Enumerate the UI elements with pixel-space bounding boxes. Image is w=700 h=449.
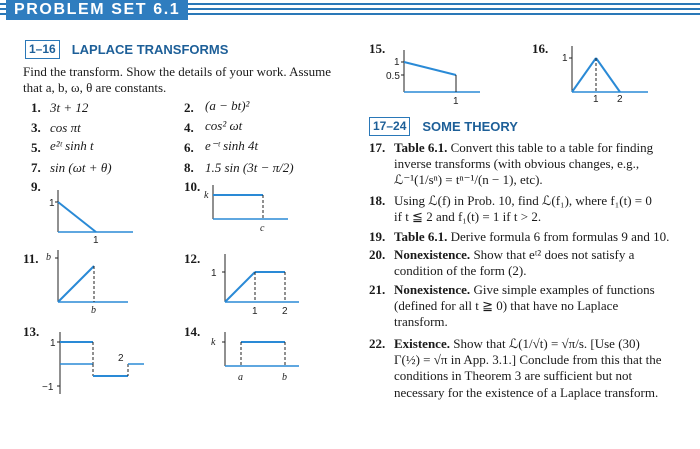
problem-expression: 3t + 12 (50, 100, 89, 115)
problem-number: 17. (369, 140, 386, 155)
graph-problem-15 (386, 48, 482, 118)
problem-number: 21. (369, 282, 386, 297)
problem-number: 7. (31, 160, 41, 175)
problem-expression: cos² ωt (205, 118, 243, 133)
tick-label: 1 (49, 198, 55, 209)
problem-expression: e²ᵗ sinh t (50, 138, 94, 153)
problem-text (394, 282, 691, 331)
problem-line: if t ≦ 2 and f₁(t) = 1 if t > 2. (394, 209, 542, 225)
tick-label: b (46, 252, 51, 263)
problem-lead: Existence. (394, 336, 450, 351)
problem-line: Using ℒ(f) in Prob. 10, find ℒ(f₁), where f₁(t) = 0 (394, 193, 652, 208)
graph-problem-14 (203, 330, 303, 400)
problem-number: 8. (184, 160, 194, 175)
header-bar (0, 0, 700, 20)
problem-number: 20. (369, 247, 386, 262)
theory-problem-20 (369, 247, 691, 281)
section-title: LAPLACE TRANSFORMS (71, 42, 229, 57)
function-line (58, 266, 94, 302)
problem-line: Show that eᵗ² does not satisfy a (473, 247, 635, 262)
page-title: PROBLEM SET 6.1 (6, 0, 188, 20)
tick-label: 1 (252, 306, 258, 317)
tick-label: 1 (593, 94, 599, 105)
problem-line: Convert this table to a table for finding (450, 140, 654, 155)
problem-line: inverse transforms (with obvious changes, e.g., (394, 156, 640, 172)
tick-label: 1 (394, 57, 400, 68)
problem-expression: sin (ωt + θ) (50, 160, 112, 175)
problem-lead: Table 6.1. (394, 140, 448, 155)
tick-label: 0.5 (386, 71, 400, 82)
tick-label: k (204, 190, 209, 201)
problem-number: 6. (184, 140, 194, 155)
tick-label: 1 (211, 268, 217, 279)
problem-line: necessary for the existence of a Laplace transform. (394, 384, 659, 400)
problem-text (394, 229, 691, 245)
problem-expression: 1.5 sin (3t − π/2) (205, 160, 294, 175)
section-heading-laplace (25, 40, 228, 59)
tick-label: 2 (617, 94, 623, 105)
tick-label: k (211, 337, 216, 348)
tick-label: 1 (453, 96, 459, 107)
problem-line: Γ(½) = √π in App. 3.1.] Conclude from this that the (394, 352, 662, 368)
tick-label: −1 (42, 382, 54, 393)
problem-number: 16. (532, 41, 549, 56)
tick-label: 2 (118, 353, 124, 364)
problem-number: 12. (184, 251, 201, 266)
problem-number: 22. (369, 336, 386, 351)
problem-text (394, 140, 691, 189)
tick-label: 1 (562, 53, 568, 64)
tick-label: 1 (50, 338, 56, 349)
problem-line: conditions in Theorem 3 are sufficient but not (394, 368, 633, 384)
graph-problem-16 (560, 44, 650, 114)
problem-line: transform. (394, 314, 448, 330)
section-range: 1–16 (25, 40, 60, 59)
theory-problem-18 (369, 193, 691, 227)
function-line (404, 62, 456, 75)
section-title: SOME THEORY (422, 119, 518, 134)
problem-number: 11. (23, 251, 39, 266)
problem-number: 19. (369, 229, 386, 244)
problem-text (394, 247, 691, 279)
problem-line: Derive formula 6 from formulas 9 and 10. (450, 229, 670, 244)
graph-problem-11 (48, 246, 148, 316)
problem-lead: Table 6.1. (394, 229, 448, 244)
problem-text (394, 193, 691, 225)
theory-problem-21 (369, 282, 691, 332)
graph-problem-12 (203, 252, 303, 322)
problem-number: 14. (184, 324, 201, 339)
graph-problem-9 (48, 188, 138, 248)
section-range: 17–24 (369, 117, 410, 136)
problem-number: 13. (23, 324, 40, 339)
problem-number: 2. (184, 100, 194, 115)
problem-expression: (a − bt)² (205, 98, 250, 113)
problem-number: 3. (31, 120, 41, 135)
problem-number: 4. (184, 120, 194, 135)
section-heading-theory (369, 117, 518, 136)
problem-expression: cos πt (50, 120, 81, 135)
problem-line: (defined for all t ≧ 0) that have no Laplace (394, 298, 619, 314)
problem-lead: Nonexistence. (394, 282, 471, 297)
tick-label: b (91, 305, 96, 316)
function-line (58, 202, 96, 232)
problem-number: 1. (31, 100, 41, 115)
problem-lead: Nonexistence. (394, 247, 471, 262)
tick-label: c (260, 223, 265, 234)
intro-line-2: that a, b, ω, θ are constants. (23, 80, 167, 95)
function-line (596, 58, 620, 92)
problem-number: 5. (31, 140, 41, 155)
problem-line: Give simple examples of functions (473, 282, 655, 297)
problem-number: 15. (369, 41, 386, 56)
theory-problem-19 (369, 229, 691, 246)
problem-number: 9. (31, 179, 41, 194)
theory-problem-17 (369, 140, 691, 190)
problem-line: condition of the form (2). (394, 263, 527, 279)
graph-problem-10 (203, 183, 293, 243)
problem-line: Show that ℒ(1/√t) = √π/s. [Use (30) (453, 336, 640, 351)
theory-problem-22 (369, 336, 691, 404)
tick-label: a (238, 372, 243, 383)
intro-line-1: Find the transform. Show the details of your work. Assume (23, 64, 331, 79)
function-line (225, 272, 255, 302)
tick-label: b (282, 372, 287, 383)
function-line (572, 58, 596, 92)
problem-line: ℒ⁻¹(1/sⁿ) = tⁿ⁻¹/(n − 1), etc). (394, 172, 543, 188)
problem-number: 10. (184, 179, 201, 194)
tick-label: 1 (93, 235, 99, 246)
problem-number: 18. (369, 193, 386, 208)
problem-text (394, 336, 691, 401)
problem-expression: e⁻ᵗ sinh 4t (205, 138, 259, 153)
graph-problem-13 (42, 330, 148, 400)
tick-label: 2 (282, 306, 288, 317)
